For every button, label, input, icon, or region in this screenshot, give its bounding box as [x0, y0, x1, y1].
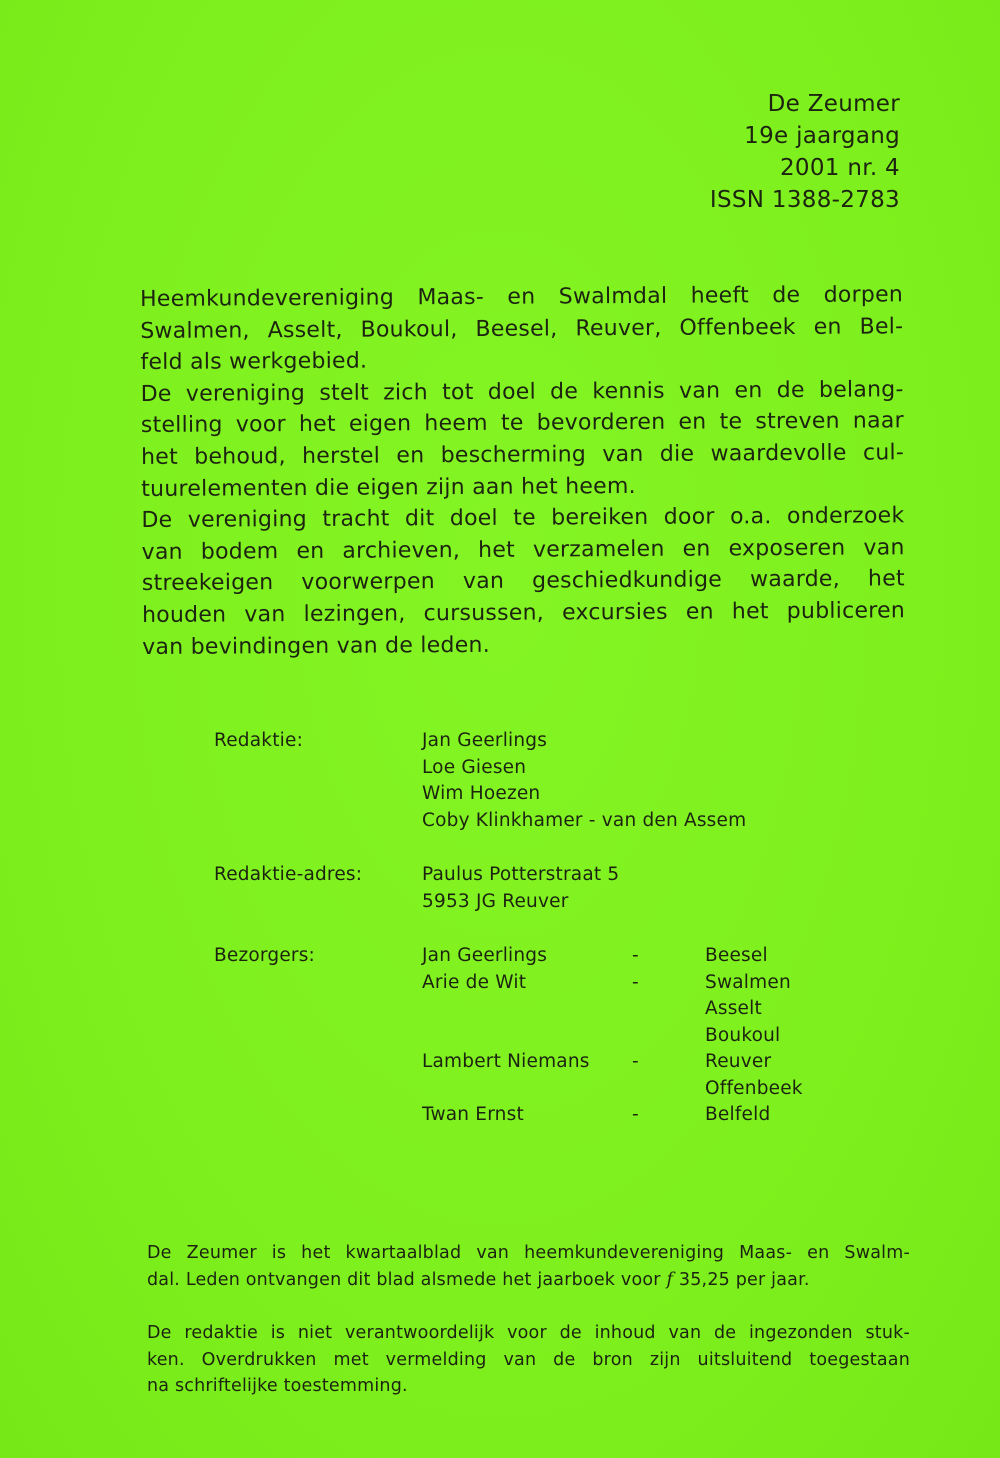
publication-title: De Zeumer — [767, 91, 900, 117]
intro-line: het behoud, herstel en bescherming van die waardevolle cul- — [140, 440, 905, 470]
footer-subscription — [147, 1240, 910, 1293]
bezorger-name: Arie de Wit — [422, 971, 527, 993]
editor-name: Loe Giesen — [422, 756, 527, 778]
footer-price: 35,25 per jaar. — [678, 1269, 810, 1290]
bezorger-dash: - — [632, 1104, 639, 1125]
bezorgers-label: Bezorgers: — [214, 945, 315, 966]
intro-line: De vereniging stelt zich tot doel de kennis van en de belang- — [140, 377, 904, 407]
footer-disclaimer — [147, 1320, 910, 1400]
adres-city: 5953 JG Reuver — [422, 890, 569, 912]
intro-line: tuurelementen die eigen zijn aan het heem. — [141, 473, 636, 502]
bezorger-place: Beesel — [705, 945, 768, 966]
issue-number: 2001 nr. 4 — [779, 155, 900, 181]
bezorger-name: Lambert Niemans — [422, 1051, 590, 1072]
bezorger-dash: - — [632, 945, 639, 966]
intro-line: feld als werkgebied. — [140, 348, 368, 376]
intro-line: houden van lezingen, cursussen, excursies en het publiceren — [141, 598, 906, 628]
footer-line: De Zeumer is het kwartaalblad van heemkundevereniging Maas- en Swalm- — [147, 1243, 910, 1263]
bezorger-place: Swalmen — [705, 971, 791, 993]
footer-line — [147, 1267, 910, 1294]
redaktie-label: Redaktie: — [214, 730, 304, 751]
editor-name: Wim Hoezen — [422, 783, 541, 804]
bezorger-place: Belfeld — [705, 1104, 771, 1125]
adres-label: Redaktie-adres: — [214, 864, 363, 885]
intro-line: van bodem en archieven, het verzamelen en exposeren van — [141, 535, 905, 565]
intro-line: stelling voor het eigen heem te bevorderen en te streven naar — [140, 408, 904, 439]
bezorger-place: Asselt — [705, 998, 762, 1019]
intro-paragraphs — [140, 279, 905, 663]
bezorger-place: Reuver — [705, 1051, 772, 1072]
footer-line: ken. Overdrukken met vermelding van de bron zijn uitsluitend toegestaan — [147, 1349, 910, 1370]
footer-line: na schriftelijke toestemming. — [147, 1376, 408, 1396]
masthead — [710, 88, 900, 216]
intro-line: streekeigen voorwerpen van geschiedkundige waarde, het — [141, 566, 905, 597]
footer-line: De redaktie is niet verantwoordelijk voor de inhoud van de ingezonden stuk- — [147, 1323, 910, 1343]
intro-line: Heemkundevereniging Maas- en Swalmdal heeft de dorpen — [140, 282, 904, 312]
editor-name: Coby Klinkhamer - van den Assem — [422, 809, 747, 831]
intro-line: De vereniging tracht dit doel te bereiken door o.a. onderzoek — [141, 503, 905, 534]
footer-text: dal. Leden ontvangen dit blad alsmede het jaarboek voor — [147, 1269, 661, 1290]
adres-street: Paulus Potterstraat 5 — [422, 864, 620, 885]
bezorger-dash: - — [632, 971, 639, 993]
volume: 19e jaargang — [744, 123, 900, 149]
bezorger-name: Twan Ernst — [422, 1104, 524, 1125]
florin-symbol: f — [666, 1269, 674, 1290]
editor-name: Jan Geerlings — [422, 730, 548, 751]
bezorger-place: Boukoul — [705, 1024, 781, 1046]
bezorger-dash: - — [632, 1051, 639, 1072]
bezorger-place: Offenbeek — [705, 1077, 803, 1099]
intro-line: Swalmen, Asselt, Boukoul, Beesel, Reuver, Offenbeek en Bel- — [140, 313, 904, 344]
issn: ISSN 1388-2783 — [709, 187, 900, 213]
intro-line: van bevindingen van de leden. — [142, 632, 491, 660]
bezorger-name: Jan Geerlings — [422, 945, 548, 966]
